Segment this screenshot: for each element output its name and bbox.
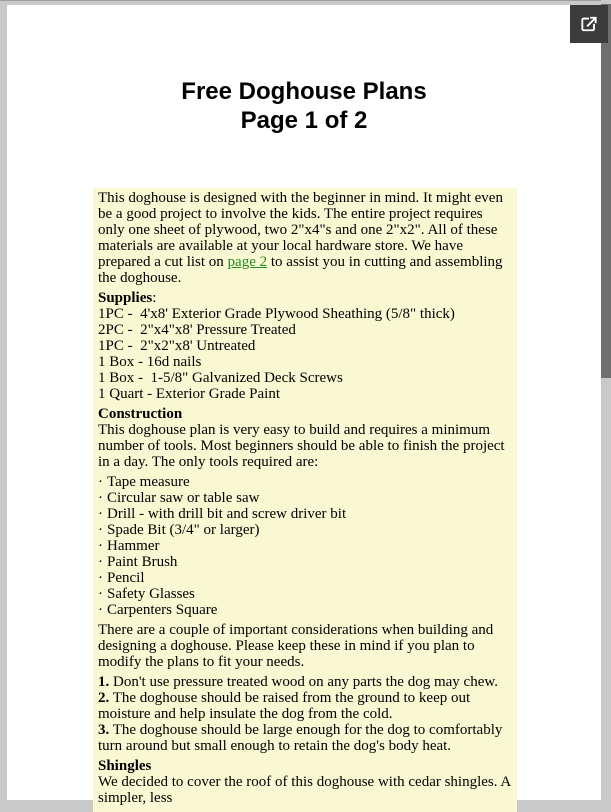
supplies-item: 1 Box - 16d nails — [98, 354, 512, 370]
shingles-heading: Shingles — [98, 758, 512, 774]
open-in-new-window-button[interactable] — [570, 5, 608, 43]
tool-item: · Safety Glasses — [98, 586, 512, 602]
page-title — [7, 77, 601, 135]
intro-paragraph — [98, 190, 512, 286]
tool-item: · Tape measure — [98, 474, 512, 490]
intro-text-after-link: to assist you in cutting and assembling the doghouse. — [98, 254, 503, 286]
supplies-item: 1 Box - 1-5/8" Galvanized Deck Screws — [98, 370, 512, 386]
supplies-item: 1PC - 4'x8' Exterior Grade Plywood Sheathing (5/8" thick) — [98, 306, 512, 322]
tool-item: · Pencil — [98, 570, 512, 586]
tools-list — [98, 474, 512, 618]
bullet-dot: · — [98, 554, 103, 570]
tool-item: · Paint Brush — [98, 554, 512, 570]
shingles-section — [98, 758, 512, 806]
supplies-section — [98, 290, 512, 402]
bullet-dot: · — [98, 522, 103, 538]
page-2-link[interactable]: page 2 — [228, 254, 268, 270]
bullet-dot: · — [98, 506, 103, 522]
shingles-body: We decided to cover the roof of this doghouse with cedar shingles. A simpler, less — [98, 774, 510, 806]
considerations-intro: There are a couple of important considerations when building and designing a doghouse. Please keep these in mind if you plan to modify the plans to fit your needs. — [98, 622, 512, 670]
open-in-new-window-icon — [579, 14, 599, 34]
scrollbar-track[interactable] — [601, 0, 611, 800]
consideration-item: 2. The doghouse should be raised from the ground to keep out moisture and help insulate the dog from the cold. — [98, 690, 512, 722]
construction-heading: Construction — [98, 406, 512, 422]
document-page — [7, 5, 601, 800]
note-box — [93, 188, 517, 812]
tool-item: · Carpenters Square — [98, 602, 512, 618]
tool-item: · Spade Bit (3/4" or larger) — [98, 522, 512, 538]
consideration-item: 1. Don't use pressure treated wood on any parts the dog may chew. — [98, 674, 512, 690]
consideration-item: 3. The doghouse should be large enough for the dog to comfortably turn around but small enough to retain the dog's body heat. — [98, 722, 512, 754]
bullet-dot: · — [98, 490, 103, 506]
tool-item: · Circular saw or table saw — [98, 490, 512, 506]
supplies-list — [98, 306, 512, 402]
construction-section — [98, 406, 512, 470]
bullet-dot: · — [98, 586, 103, 602]
scrollbar-thumb[interactable] — [601, 4, 611, 378]
title-line-1: Free Doghouse Plans — [181, 78, 426, 105]
title-line-2: Page 1 of 2 — [241, 107, 368, 134]
bullet-dot: · — [98, 538, 103, 554]
tool-item: · Drill - with drill bit and screw driver bit — [98, 506, 512, 522]
intro-text-before-link: This doghouse is designed with the beginner in mind. It might even be a good project to involve the kids. The entire project requires only one sheet of plywood, two 2"x4"s and one 2"x2". All of these materials are available at your local hardware store. We have prepared a cut list on — [98, 190, 503, 270]
supplies-item: 1PC - 2"x2"x8' Untreated — [98, 338, 512, 354]
tool-item: · Hammer — [98, 538, 512, 554]
supplies-item: 2PC - 2"x4"x8' Pressure Treated — [98, 322, 512, 338]
bullet-dot: · — [98, 474, 103, 490]
bullet-dot: · — [98, 602, 103, 618]
supplies-heading: Supplies: — [98, 290, 512, 306]
construction-body: This doghouse plan is very easy to build and requires a minimum number of tools. Most beginners should be able to finish the project in a day. The only tools required are: — [98, 422, 505, 470]
top-gutter — [0, 0, 611, 5]
supplies-item: 1 Quart - Exterior Grade Paint — [98, 386, 512, 402]
bullet-dot: · — [98, 570, 103, 586]
considerations-list — [98, 674, 512, 754]
